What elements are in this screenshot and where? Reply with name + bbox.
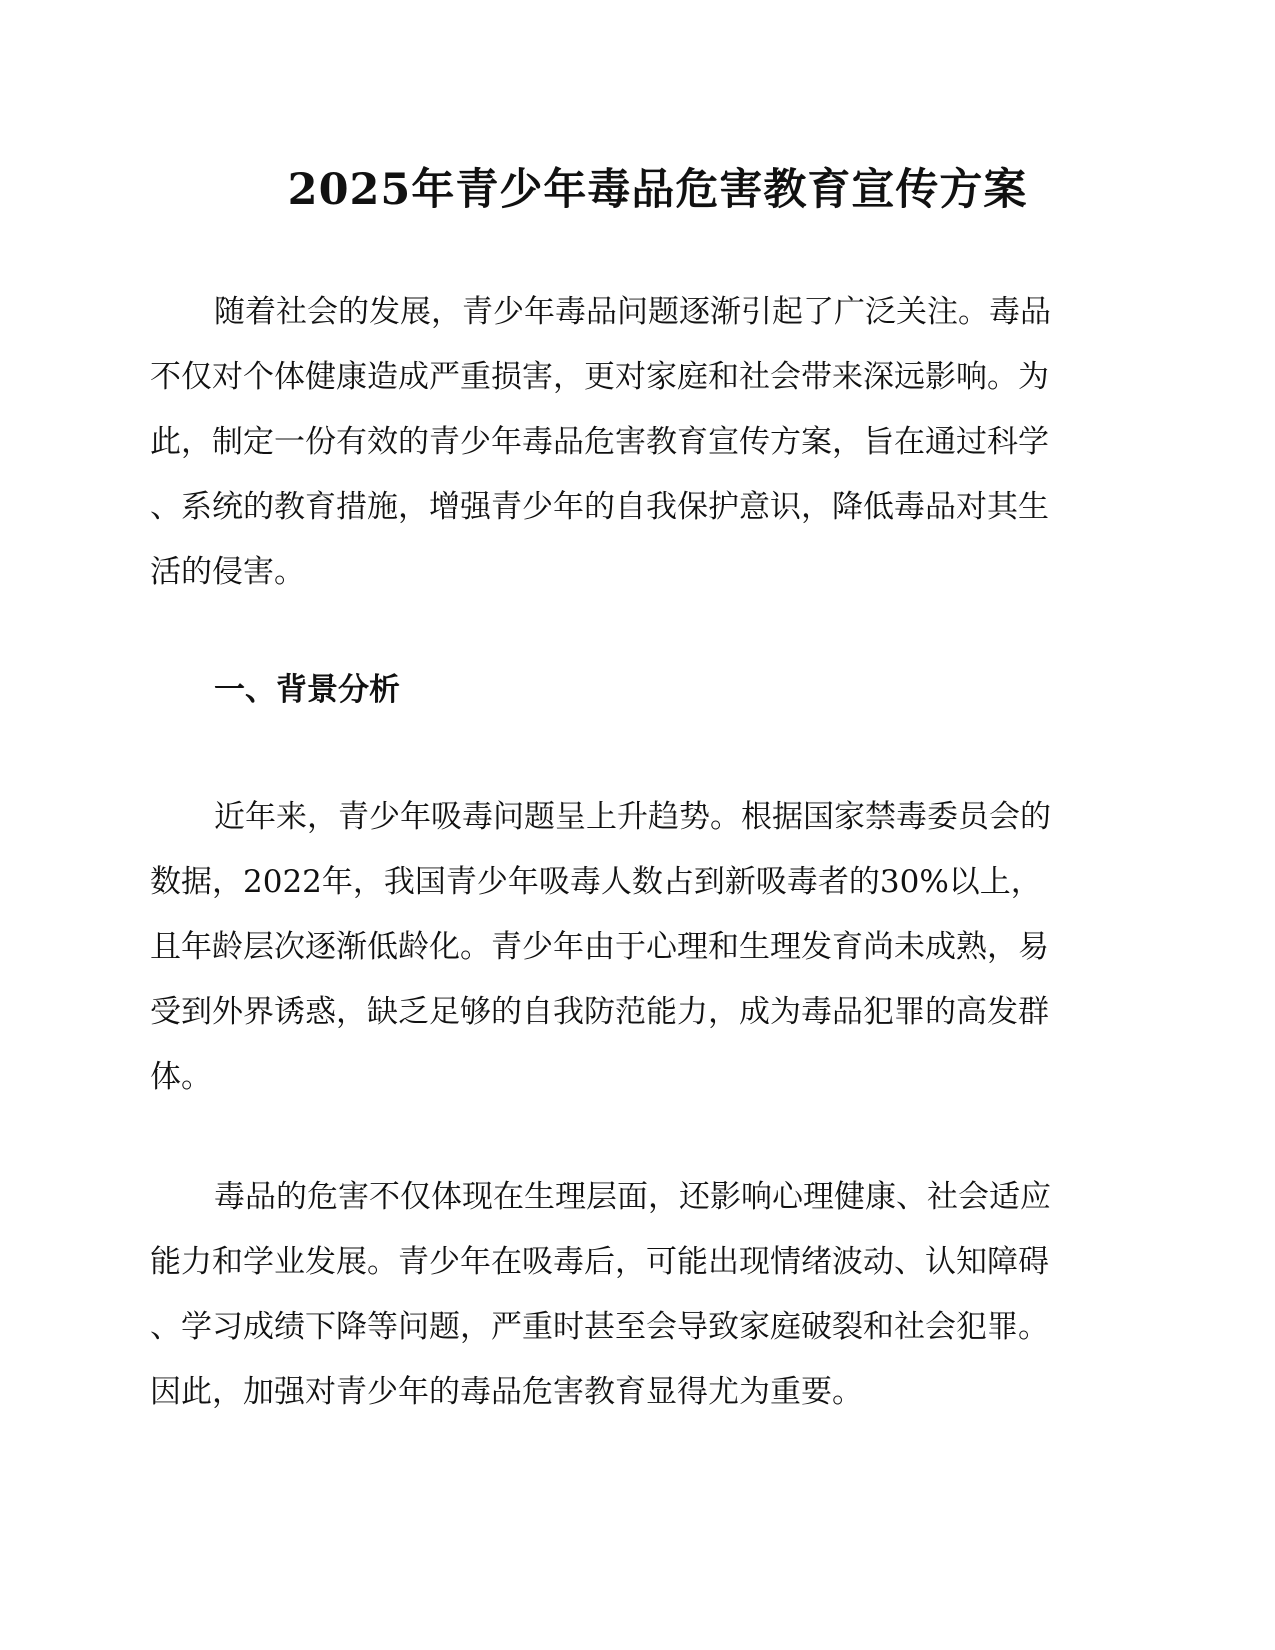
paragraph-line: 体。 — [150, 1059, 212, 1095]
paragraph-line: 随着社会的发展，青少年毒品问题逐渐引起了广泛关注。毒品 — [214, 294, 1051, 330]
paragraph-line: 不仅对个体健康造成严重损害，更对家庭和社会带来深远影响。为 — [150, 359, 1049, 395]
background-paragraph-1 — [150, 785, 1120, 1110]
paragraph-line: 且年龄层次逐渐低龄化。青少年由于心理和生理发育尚未成熟，易 — [150, 929, 1049, 965]
paragraph-line: 、系统的教育措施，增强青少年的自我保护意识，降低毒品对其生 — [150, 489, 1049, 525]
paragraph-line: 数据，2022年，我国青少年吸毒人数占到新吸毒者的30%以上， — [150, 864, 1042, 900]
intro-paragraph — [150, 280, 1120, 605]
section-heading-background: 一、背景分析 — [214, 672, 400, 708]
paragraph-line: 毒品的危害不仅体现在生理层面，还影响心理健康、社会适应 — [214, 1179, 1051, 1215]
document-title: 2025年青少年毒品危害教育宣传方案 — [287, 165, 1028, 215]
paragraph-line: 活的侵害。 — [150, 554, 305, 590]
paragraph-line: 因此，加强对青少年的毒品危害教育显得尤为重要。 — [150, 1374, 863, 1410]
paragraph-line: 近年来，青少年吸毒问题呈上升趋势。根据国家禁毒委员会的 — [214, 799, 1051, 835]
background-paragraph-2 — [150, 1165, 1120, 1425]
paragraph-line: 此，制定一份有效的青少年毒品危害教育宣传方案，旨在通过科学 — [150, 424, 1049, 460]
paragraph-line: 、学习成绩下降等问题，严重时甚至会导致家庭破裂和社会犯罪。 — [150, 1309, 1049, 1345]
paragraph-line: 受到外界诱惑，缺乏足够的自我防范能力，成为毒品犯罪的高发群 — [150, 994, 1049, 1030]
paragraph-line: 能力和学业发展。青少年在吸毒后，可能出现情绪波动、认知障碍 — [150, 1244, 1049, 1280]
